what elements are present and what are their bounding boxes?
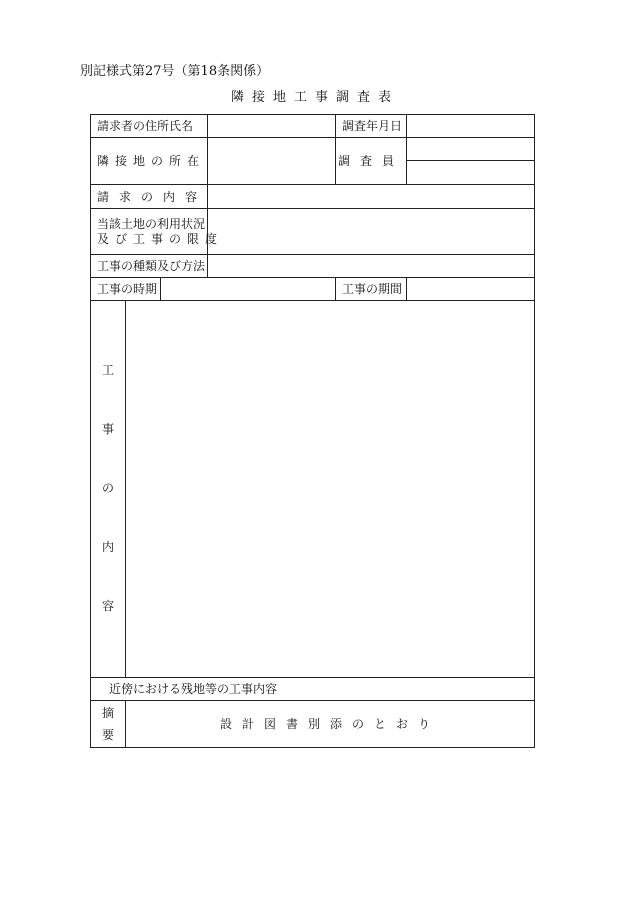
land-use-field[interactable] [208,209,535,255]
requester-field[interactable] [208,115,336,138]
work-timing-label: 工事の時期 [91,278,161,301]
surveyor-label: 調査員 [336,138,407,185]
request-content-label: 請求の内容 [91,185,208,209]
adjacent-location-label: 隣接地の所在 [91,138,208,185]
work-type-label: 工事の種類及び方法 [91,255,208,278]
work-content-char: 容 [101,599,114,613]
summary-label [91,701,126,748]
survey-form-table [90,114,535,748]
work-period-field[interactable] [407,278,535,301]
work-timing-field[interactable] [161,278,336,301]
land-use-label-line2: 及び工事の限度 [97,231,224,246]
work-content-char: 内 [101,540,114,554]
survey-date-label: 調査年月日 [336,115,407,138]
work-content-char: 事 [101,422,114,436]
summary-char: 摘 [101,706,114,720]
work-type-field[interactable] [208,255,535,278]
work-period-label: 工事の期間 [336,278,407,301]
adjacent-location-field[interactable] [208,138,336,185]
land-use-label-line1: 当該土地の利用状況 [97,216,206,231]
summary-text: 設計図書別添のとおり [126,701,535,748]
work-content-label [91,301,126,678]
survey-date-field[interactable] [407,115,535,138]
work-content-char: 工 [101,363,114,377]
form-number-note: 別記様式第27号（第18条関係） [80,64,270,79]
work-content-char: の [101,481,114,495]
request-content-field[interactable] [208,185,535,209]
surveyor-field-2[interactable] [407,161,535,185]
requester-label: 請求者の住所氏名 [91,115,208,138]
land-use-label [91,209,224,255]
form-title: 隣接地工事調査表 [230,90,399,105]
surveyor-field-1[interactable] [407,138,535,161]
work-content-field[interactable] [126,301,535,678]
nearby-work-label: 近傍における残地等の工事内容 [91,678,535,701]
summary-char: 要 [101,728,114,742]
